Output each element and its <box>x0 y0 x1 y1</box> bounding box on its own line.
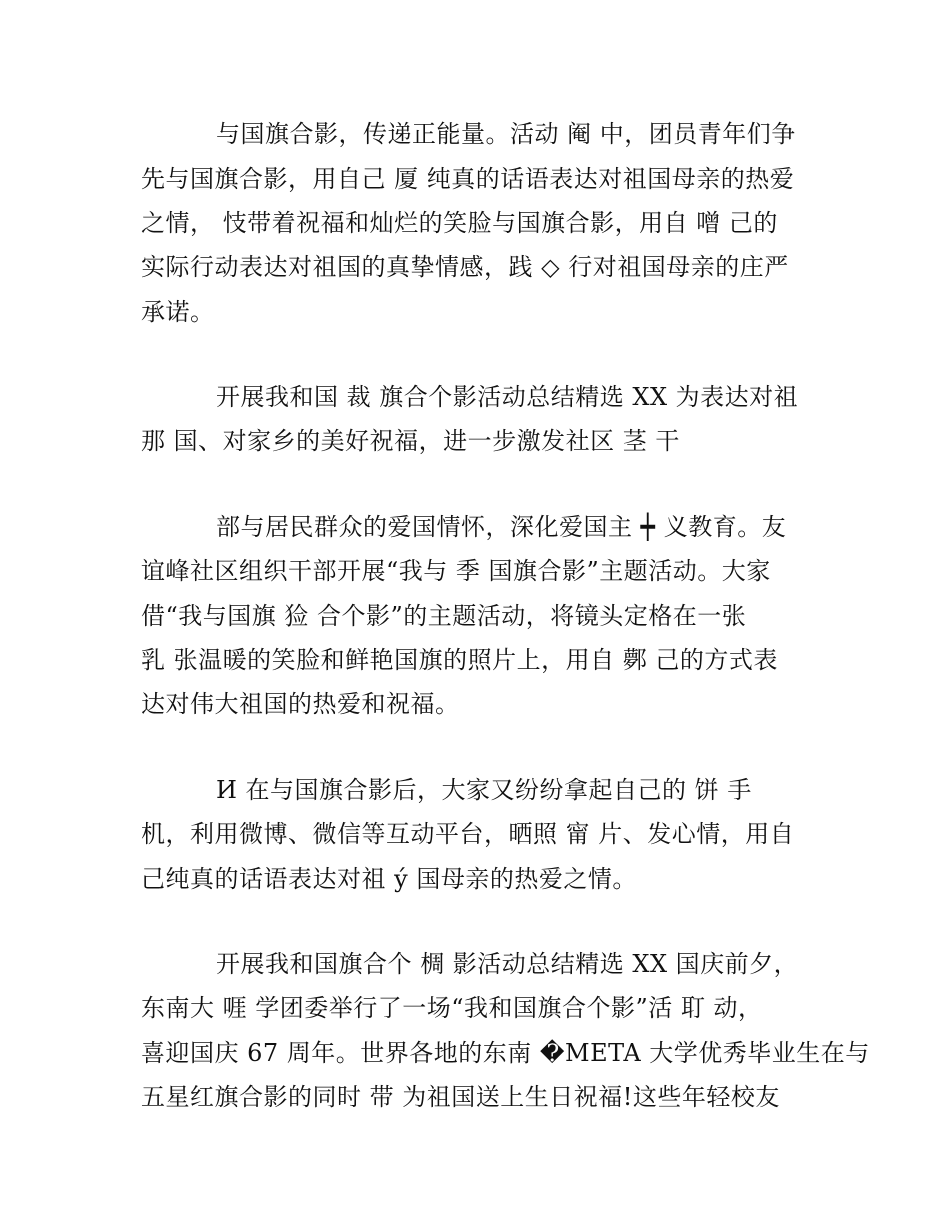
paragraph-3-line-1: 部与居民群众的爱国情怀，深化爱国主 ┿ 义教育。友 <box>216 513 787 541</box>
paragraph-4-line-1: И 在与国旗合影后，大家又纷纷拿起自己的 饼 手 <box>216 776 752 804</box>
paragraph-5-line-3: 喜迎国庆 67 周年。世界各地的东南 �META 大学优秀毕业生在与 <box>141 1039 870 1067</box>
paragraph-5-line-1: 开展我和国旗合个 椆 影活动总结精选 XX 国庆前夕， <box>216 950 799 978</box>
paragraph-2-line-2: 那 国、对家乡的美好祝福，进一步激发社区 茎 干 <box>141 427 680 455</box>
paragraph-2-line-1: 开展我和国 裁 旗合个影活动总结精选 XX 为表达对祖 <box>216 383 799 411</box>
paragraph-1-line-1: 与国旗合影，传递正能量。活动 阉 中，团员青年们争 <box>216 120 796 148</box>
paragraph-3-line-5: 达对伟大祖国的热爱和祝福。 <box>141 690 460 718</box>
paragraph-4-line-3: 己纯真的话语表达对祖 ý 国母亲的热爱之情。 <box>141 865 637 893</box>
paragraph-5-line-2: 东南大 啀 学团委举行了一场“我和国旗合个影”活 耵 动， <box>141 994 763 1022</box>
paragraph-3-line-4: 乳 张温暖的笑脸和鲜艳国旗的照片上，用自 鄸 己的方式表 <box>141 646 778 674</box>
paragraph-3-line-2: 谊峰社区组织干部开展“我与 季 国旗合影”主题活动。大家 <box>141 557 771 585</box>
paragraph-1-line-5: 承诺。 <box>141 298 215 326</box>
paragraph-1-line-3: 之情， 忮带着祝福和灿烂的笑脸与国旗合影，用自 噌 己的 <box>141 209 778 237</box>
paragraph-1-line-2: 先与国旗合影，用自己 厦 纯真的话语表达对祖国母亲的热爱 <box>141 165 795 193</box>
paragraph-5-line-4: 五星红旗合影的同时 带 为祖国送上生日祝福!这些年轻校友 <box>141 1083 780 1111</box>
paragraph-1-line-4: 实际行动表达对祖国的真挚情感，践 ◇ 行对祖国母亲的庄严 <box>141 253 789 281</box>
paragraph-3-line-3: 借“我与国旗 猃 合个影”的主题活动，将镜头定格在一张 <box>141 602 747 630</box>
paragraph-4-line-2: 机，利用微博、微信等互动平台，晒照 甯 片、发心情，用自 <box>141 820 795 848</box>
